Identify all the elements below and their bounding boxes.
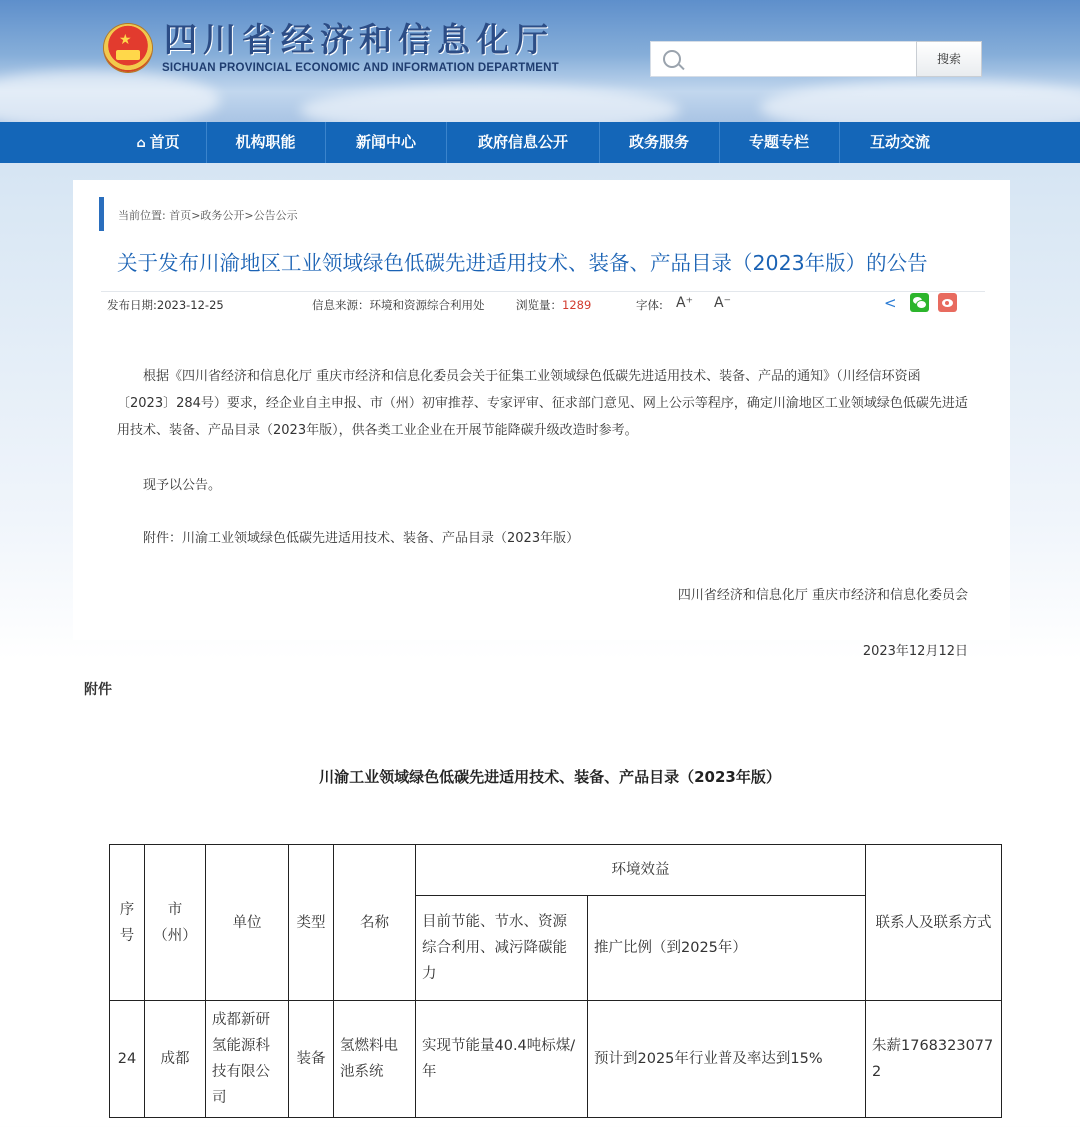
cell-type: 装备 [289,1001,334,1118]
search-button[interactable]: 搜索 [916,41,982,77]
header-name: 名称 [334,845,416,1001]
search-box [650,41,918,77]
site-subtitle: SICHUAN PROVINCIAL ECONOMIC AND INFORMATION DEPARTMENT [162,62,559,74]
table-row [110,1001,1002,1118]
cell-contact: 朱薪17683230772 [866,1001,1002,1118]
title-divider [101,291,985,292]
cell-current-capacity: 实现节能量40.4吨标煤/年 [416,1001,588,1118]
signature: 四川省经济和信息化厅 重庆市经济和信息化委员会 [677,588,968,603]
cell-city: 成都 [145,1001,206,1118]
nav-item-home[interactable] [110,122,206,163]
search-input[interactable] [691,48,915,72]
article-paragraph: 现予以公告。 [143,478,222,493]
main-nav [0,122,1080,163]
cloud-decoration [300,85,680,122]
home-icon: ⌂ [136,136,146,151]
article-card [73,180,1010,659]
nav-item-label: 首页 [149,133,180,151]
article-title: 关于发布川渝地区工业领域绿色低碳先进适用技术、装备、产品目录（2023年版）的公告 [117,251,928,275]
nav-item-services[interactable]: 政务服务 [628,133,689,151]
national-emblem-icon: ★ [104,24,152,72]
attachment-label: 附件 [84,682,112,698]
cell-name: 氢燃料电池系统 [334,1001,416,1118]
wechat-icon[interactable] [910,293,929,312]
publish-date [107,297,224,313]
cell-unit: 成都新研氢能源科技有限公司 [206,1001,289,1118]
info-source [312,297,485,313]
article-paragraph: 根据《四川省经济和信息化厅 重庆市经济和信息化委员会关于征集工业领域绿色低碳先进适用技术、装备、产品的通知》（川经信环资函〔2023〕284号）要求，经企业自主申报、市（州）初审推荐、专家评审、征求部门意见、网上公示等程序，确定川渝地区工业领域绿色低碳先进适用技术、装备、产品目录（2023年版），供各类工业企业在开展节能降碳升级改造时参考。 [117,369,968,438]
publish-date-label: 发布日期: [107,298,157,312]
cell-promotion-ratio: 预计到2025年行业普及率达到15% [588,1001,866,1118]
nav-item-interaction[interactable]: 互动交流 [869,133,930,151]
cloud-decoration [760,80,1080,122]
search-icon [663,50,681,68]
font-size-label: 字体: [636,298,663,312]
header-seq: 序号 [110,845,145,1001]
table-header-row [110,845,1002,896]
header-type: 类型 [289,845,334,1001]
view-count-label: 浏览量： [516,298,562,312]
article-date: 2023年12月12日 [862,644,968,659]
header-contact: 联系人及联系方式 [866,845,1002,1001]
view-count-value: 1289 [562,298,592,312]
cloud-decoration [0,70,220,122]
header-env-benefit: 环境效益 [416,845,866,896]
nav-item-topics[interactable]: 专题专栏 [748,133,809,151]
catalog-table [109,844,1002,1118]
font-decrease-button[interactable]: A⁻ [714,295,731,311]
publish-date-value: 2023-12-25 [156,298,224,312]
font-increase-button[interactable]: A⁺ [676,295,693,311]
catalog-title: 川渝工业领域绿色低碳先进适用技术、装备、产品目录（2023年版） [319,768,781,786]
header-current-capacity: 目前节能、节水、资源综合利用、减污降碳能力 [416,896,588,1001]
view-count [516,297,591,313]
nav-item-news[interactable]: 新闻中心 [355,133,416,151]
nav-item-functions[interactable]: 机构职能 [235,133,296,151]
breadcrumb[interactable]: 当前位置: 首页>政务公开>公告公示 [118,209,298,222]
weibo-icon[interactable] [938,293,957,312]
info-source-label: 信息来源： [312,298,370,312]
cell-seq: 24 [110,1001,145,1118]
info-source-value: 环境和资源综合利用处 [369,298,485,312]
breadcrumb-accent-bar [99,197,104,231]
site-header [0,0,1080,122]
site-title[interactable]: 四川省经济和信息化厅 [164,20,554,59]
nav-item-gov-info[interactable]: 政府信息公开 [477,133,568,151]
attachment-reference[interactable]: 附件：川渝工业领域绿色低碳先进适用技术、装备、产品目录（2023年版） [143,531,580,546]
header-unit: 单位 [206,845,289,1001]
header-promotion-ratio: 推广比例（到2025年） [588,896,866,1001]
share-icon[interactable]: < [884,294,897,312]
header-city: 市（州） [145,845,206,1001]
